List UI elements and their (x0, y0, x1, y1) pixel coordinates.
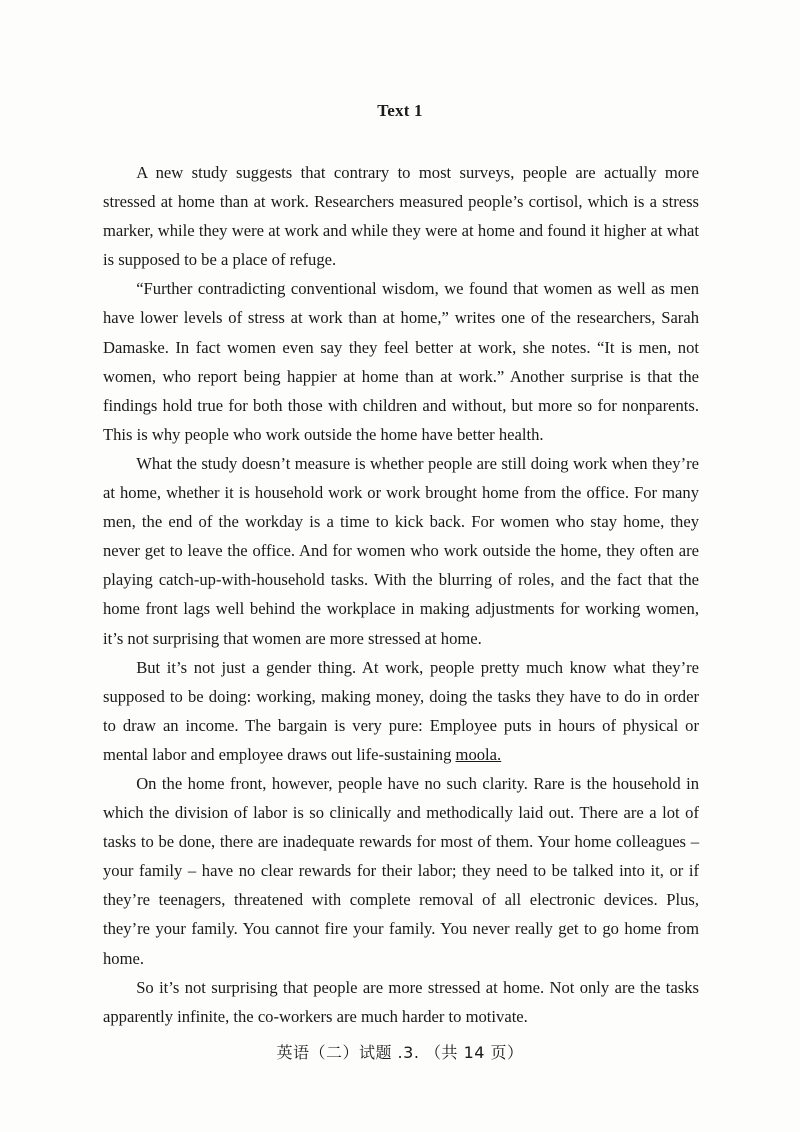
document-title: Text 1 (377, 101, 423, 120)
paragraph-5: On the home front, however, people have no such clarity. Rare is the household in which the division of labor is so clinically and methodically laid out. There are a lot of tasks to be done, there are inadequate rewards for most of them. Your home colleagues – your family – have no clear rewards for their labor; they need to be talked into it, or if they’re teenagers, threatened with complete removal of all electronic devices. Plus, they’re your family. You cannot fire your family. You never really get to go home from home. (103, 773, 699, 968)
paragraph-4 (103, 653, 699, 769)
paragraph-2: “Further contradicting conventional wisdom, we found that women as well as men have lower levels of stress at work than at home,” writes one of the researchers, Sarah Damaske. In fact women even say they feel better at work, she notes. “It is men, not women, who report being happier at home than at work.” Another surprise is that the findings hold true for both those with children and without, but more so for nonparents. This is why people who work outside the home have better health. (103, 279, 699, 444)
document-body (103, 158, 699, 1031)
paragraph-4-text: But it’s not just a gender thing. At work, people pretty much know what they’re supposed to be doing: working, making money, doing the tasks they have to do in order to draw an income. The bargain is very pure: Employee puts in hours of physical or mental labor and employee draws out life-sustaining (103, 657, 699, 764)
page-footer: 英语（二）试题 .3. （共 14 页） (276, 1043, 524, 1062)
paragraph-1: A new study suggests that contrary to most surveys, people are actually more stressed at home than at work. Researchers measured people’s cortisol, which is a stress marker, while they were at work and while they were at home and found it higher at what is supposed to be a place of refuge. (103, 163, 699, 270)
paragraph-6: So it’s not surprising that people are more stressed at home. Not only are the tasks apparently infinite, the co-workers are much harder to motivate. (103, 977, 699, 1026)
paragraph-3: What the study doesn’t measure is whether people are still doing work when they’re at home, whether it is household work or work brought home from the office. For many men, the end of the workday is a time to kick back. For women who stay home, they never get to leave the office. And for women who work outside the home, they often are playing catch-up-with-household tasks. With the blurring of roles, and the fact that the home front lags well behind the workplace in making adjustments for working women, it’s not surprising that women are more stressed at home. (103, 453, 699, 648)
underlined-word-moola: moola. (455, 744, 502, 764)
